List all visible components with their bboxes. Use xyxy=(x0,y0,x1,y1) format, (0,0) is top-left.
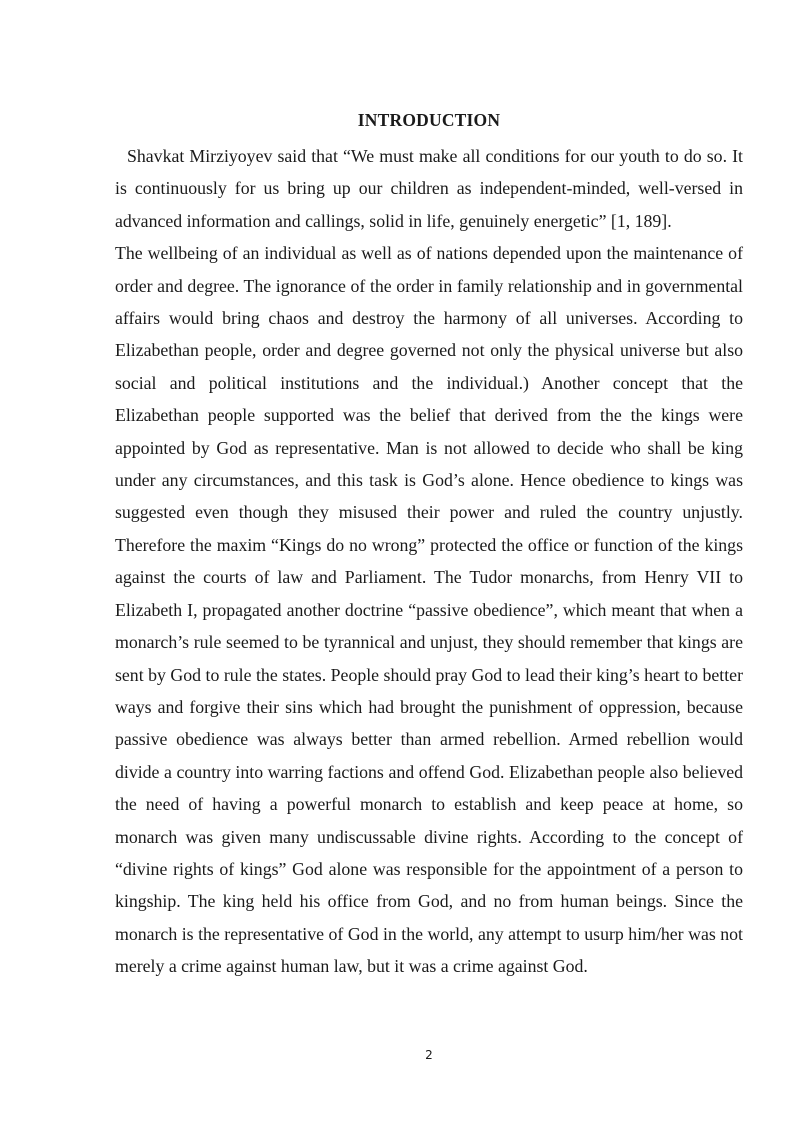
page-number: 2 xyxy=(425,1048,433,1062)
paragraph-quote: Shavkat Mirziyoyev said that “We must make all conditions for our youth to do so. It is continuously for us bring up our children as independent-minded, well-versed in advanced information and callings, solid in life, genuinely energetic” [1, 189]. xyxy=(115,146,743,231)
section-title: INTRODUCTION xyxy=(357,110,501,130)
paragraph-main: The wellbeing of an individual as well as of nations depended upon the maintenance of order and degree. The ignorance of the order in family relationship and in governmental affairs would bring chaos and destroy the harmony of all universes. According to Elizabethan people, order and degree governed not only the physical universe but also social and political institutions and the individual.) Another concept that the Elizabethan people supported was the belief that derived from the the kings were appointed by God as representative. Man is not allowed to decide who shall be king under any circumstances, and this task is God’s alone. Hence obedience to kings was suggested even though they misused their power and ruled the country unjustly. Therefore the maxim “Kings do no wrong” protected the office or function of the kings against the courts of law and Parliament. The Tudor monarchs, from Henry VII to Elizabeth I, propagated another doctrine “passive obedience”, which meant that when a monarch’s rule seemed to be tyrannical and unjust, they should remember that kings are sent by God to rule the states. People should pray God to lead their king’s heart to better ways and forgive their sins which had brought the punishment of oppression, because passive obedience was always better than armed rebellion. Armed rebellion would divide a country into warring factions and offend God. Elizabethan people also believed the need of having a powerful monarch to establish and keep peace at home, so monarch was given many undiscussable divine rights. According to the concept of “divine rights of kings” God alone was responsible for the appointment of a person to kingship. The king held his office from God, and no from human beings. Since the monarch is the representative of God in the world, any attempt to usurp him/her was not merely a crime against human law, but it was a crime against God. xyxy=(115,243,743,977)
body-text xyxy=(115,140,743,983)
